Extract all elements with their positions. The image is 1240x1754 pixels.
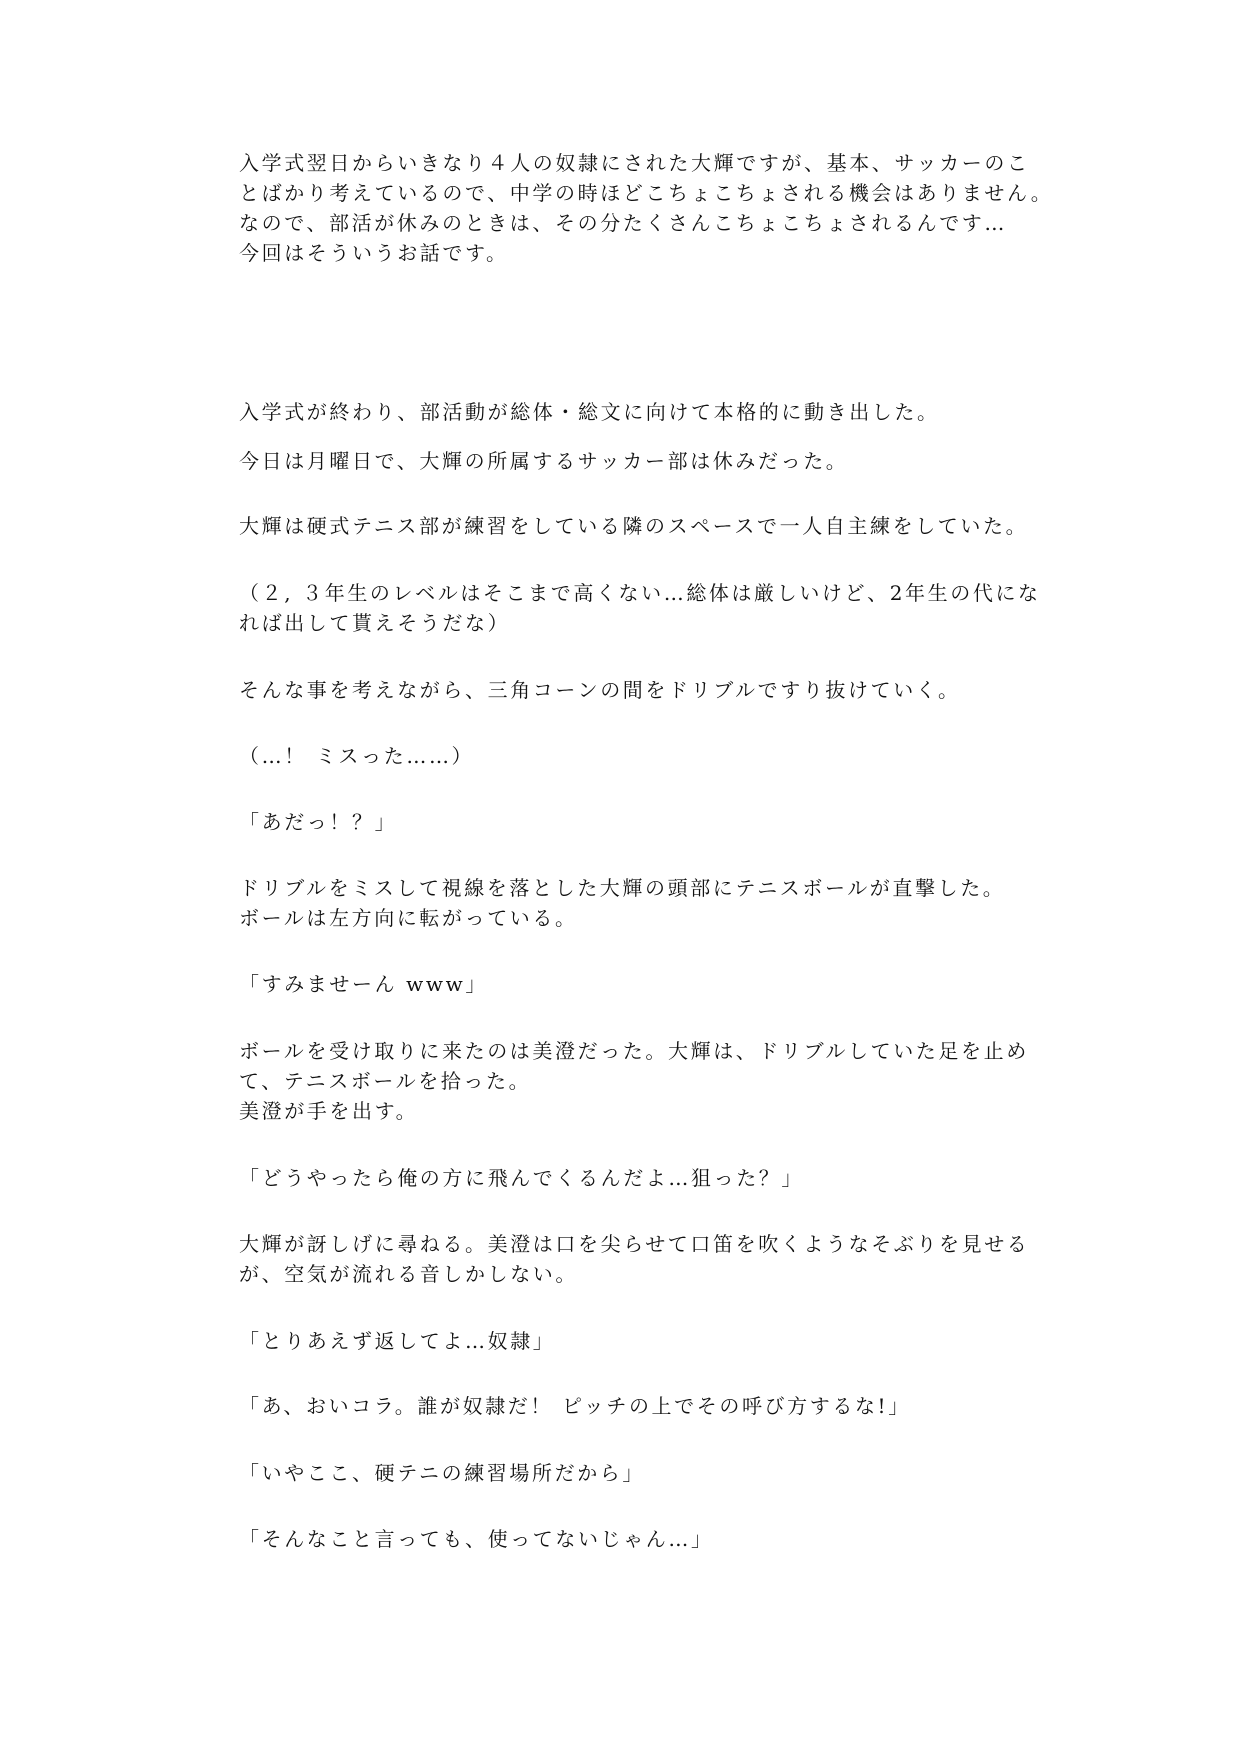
story-paragraph [239,397,1019,427]
story-line: 「いやここ、硬テニの練習場所だから」 [239,1461,645,1485]
story-paragraph [239,511,1029,541]
story-line: 「あ、おいコラ。誰が奴隷だ！ ピッチの上でその呼び方するな!」 [239,1394,911,1418]
story-paragraph [239,1391,1019,1421]
intro-line: とばかり考えているので、中学の時ほどこちょこちょされる機会はありません。 [239,181,1054,205]
story-line: （２, ３年生のレベルはそこまで高くない…総体は厳しいけど、2年生の代にな [239,581,1041,605]
story-paragraph [239,1163,1019,1193]
story-line: ドリブルをミスして視線を落とした大輝の頭部にテニスボールが直撃した。 [239,876,1006,900]
story-line: （…！ ミスった……） [239,744,475,768]
story-paragraph [239,578,1041,638]
intro-line: なので、部活が休みのときは、その分たくさんこちょこちょされるんです… [239,211,1007,235]
story-line: れば出して貰えそうだな） [239,611,511,635]
story-paragraph [239,1524,1019,1554]
story-line: 「あだっ！？」 [239,810,398,834]
story-paragraph [239,1326,1019,1356]
story-paragraph [239,873,1019,933]
story-line: て、テニスボールを拾った。 [239,1069,532,1093]
story-line: 大輝は硬式テニス部が練習をしている隣のスペースで一人自主練をしていた。 [239,514,1029,538]
story-line: 「すみませーん www」 [239,972,488,996]
intro-line: 入学式翌日からいきなり４人の奴隷にされた大輝ですが、基本、サッカーのこ [239,151,1030,175]
intro-line: 今回はそういうお話です。 [239,241,509,265]
story-paragraph [239,1458,1019,1488]
story-paragraph [239,807,1019,837]
intro-note [239,148,1054,268]
story-paragraph [239,675,1019,705]
story-line: 今日は月曜日で、大輝の所属するサッカー部は休みだった。 [239,449,849,473]
story-paragraph [239,1036,1029,1126]
story-paragraph [239,446,1019,476]
story-line: 「とりあえず返してよ…奴隷」 [239,1329,556,1353]
story-line: 「そんなこと言っても、使ってないじゃん…」 [239,1527,714,1551]
story-paragraph [239,969,1019,999]
story-line: が、空気が流れる音しかしない。 [239,1262,578,1286]
story-line: 大輝が訝しげに尋ねる。美澄は口を尖らせて口笛を吹くようなそぶりを見せる [239,1232,1030,1256]
story-line: ボールは左方向に転がっている。 [239,906,578,930]
story-paragraph [239,741,1019,771]
story-paragraph [239,1229,1030,1289]
story-line: ボールを受け取りに来たのは美澄だった。大輝は、ドリブルしていた足を止め [239,1039,1029,1063]
story-line: 「どうやったら俺の方に飛んでくるんだよ…狙った？」 [239,1166,804,1190]
story-line: そんな事を考えながら、三角コーンの間をドリブルですり抜けていく。 [239,678,961,702]
story-line: 入学式が終わり、部活動が総体・総文に向けて本格的に動き出した。 [239,400,940,424]
story-line: 美澄が手を出す。 [239,1099,419,1123]
